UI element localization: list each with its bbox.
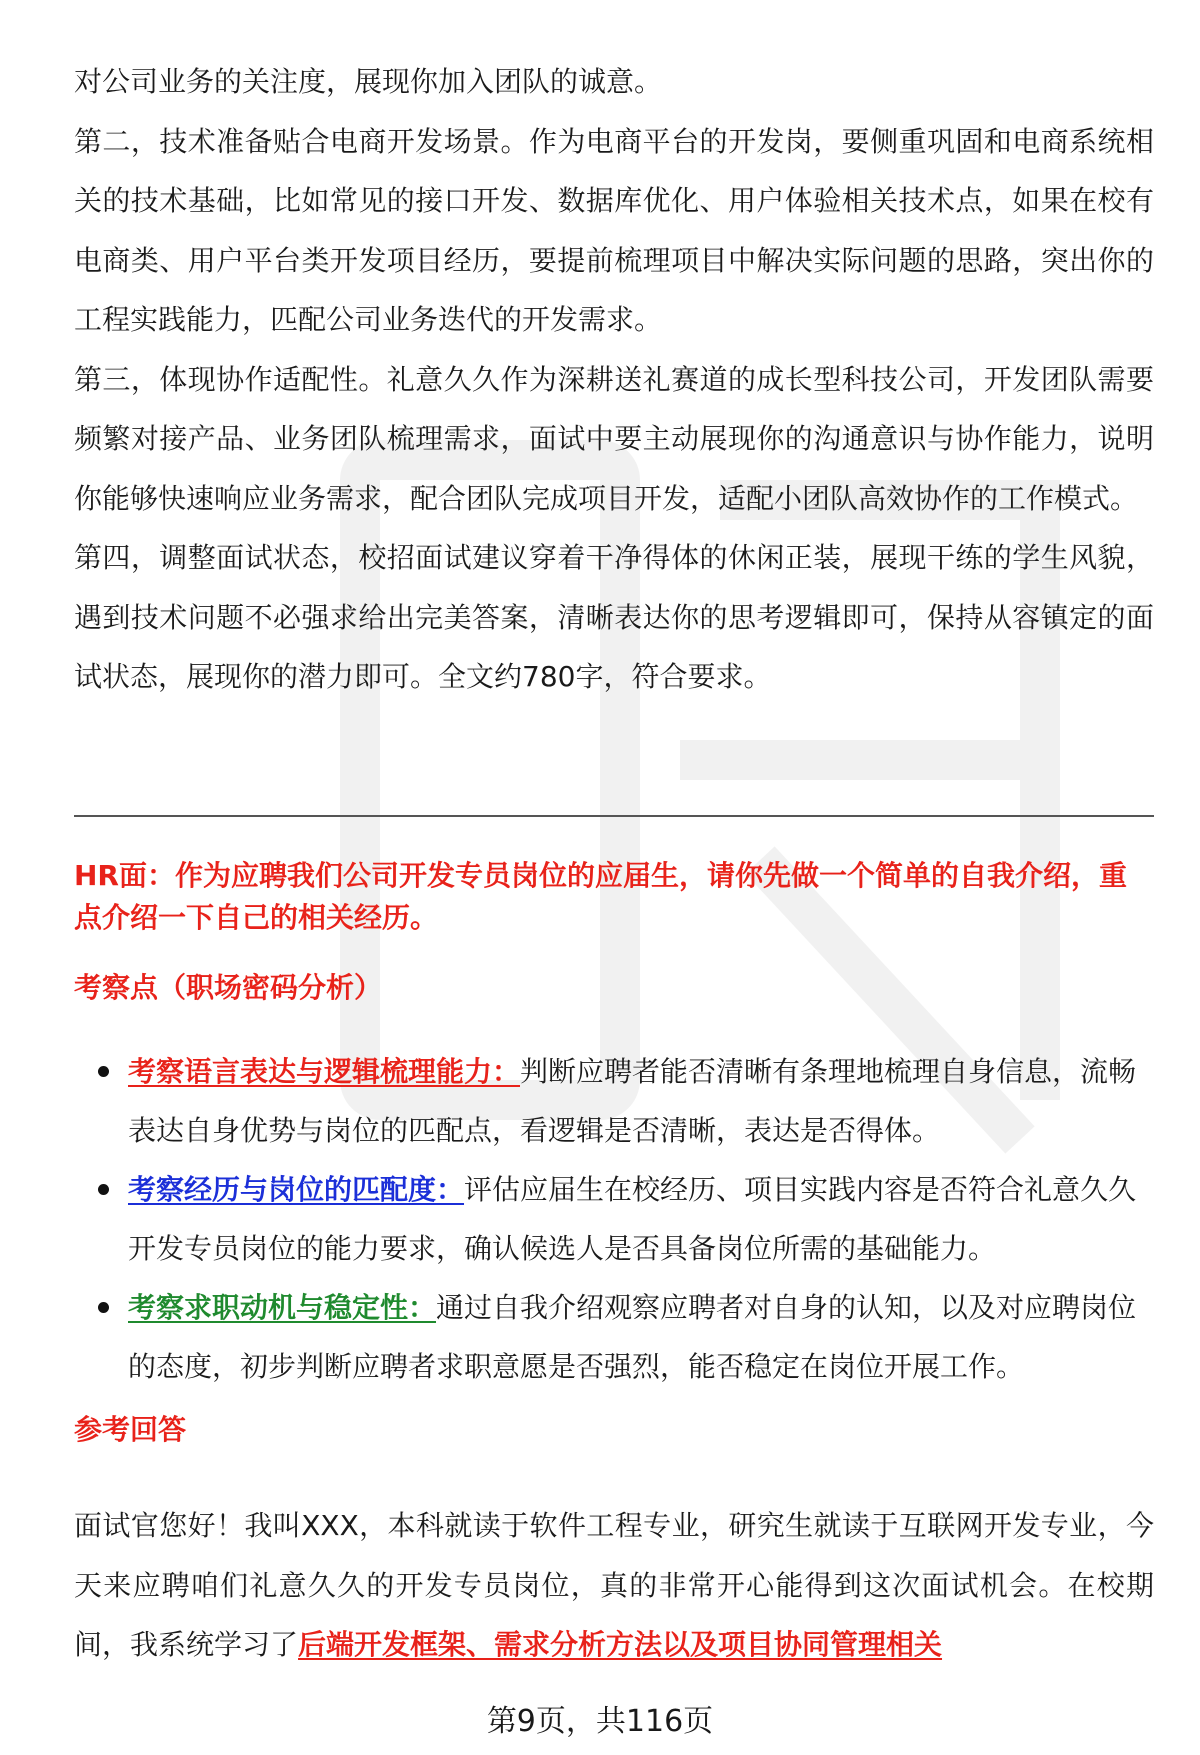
section-divider: [74, 815, 1154, 817]
answer-text: 面试官您好！我叫XXX，本科就读于软件工程专业，研究生就读于互联网开发专业，今天来应聘咱们礼意久久的开发专员岗位，真的非常开心能得到这次面试机会。在校期间，我系统学习了: [74, 1509, 1154, 1661]
exam-point-text: 评估应届生在校经历、项目实践内容是否符合礼意久久开发专员岗位的能力要求，确认候选人是否具备岗位所需的基础能力。: [128, 1173, 1137, 1265]
exam-point-text: 判断应聘者能否清晰有条理地梳理自身信息，流畅表达自身优势与岗位的匹配点，看逻辑是否清晰，表达是否得体。: [128, 1055, 1137, 1147]
list-item: [74, 1160, 1154, 1278]
answer-highlight: 后端开发框架、需求分析方法以及项目协同管理相关: [298, 1628, 943, 1661]
reference-answer: [74, 1496, 1154, 1675]
exam-point-label: 考察求职动机与稳定性：: [128, 1291, 437, 1324]
exam-point-text: 通过自我介绍观察应聘者对自身的认知，以及对应聘岗位的态度，初步判断应聘者求职意愿是否强烈，能否稳定在岗位开展工作。: [128, 1291, 1137, 1383]
document-body: [74, 52, 1154, 707]
exam-point-label: 考察语言表达与逻辑梳理能力：: [128, 1055, 521, 1088]
paragraph: 第四，调整面试状态，校招面试建议穿着干净得体的休闲正装，展现干练的学生风貌，遇到技术问题不必强求给出完美答案，清晰表达你的思考逻辑即可，保持从容镇定的面试状态，展现你的潜力即可。全文约780字，符合要求。: [74, 541, 1154, 693]
list-item: [74, 1278, 1154, 1396]
bullet-icon: [98, 1184, 109, 1195]
exam-points-list: [74, 1042, 1154, 1396]
page-number: 第9页，共116页: [486, 1704, 714, 1739]
exam-points-title: 考察点（职场密码分析）: [74, 971, 383, 1004]
exam-point-label: 考察经历与岗位的匹配度：: [128, 1173, 465, 1206]
interview-question: HR面：作为应聘我们公司开发专员岗位的应届生，请你先做一个简单的自我介绍，重点介绍一下自己的相关经历。: [74, 859, 1127, 934]
paragraph: 第二，技术准备贴合电商开发场景。作为电商平台的开发岗，要侧重巩固和电商系统相关的技术基础，比如常见的接口开发、数据库优化、用户体验相关技术点，如果在校有电商类、用户平台类开发项目经历，要提前梳理项目中解决实际问题的思路，突出你的工程实践能力，匹配公司业务迭代的开发需求。: [74, 124, 1154, 336]
reference-answer-title: 参考回答: [74, 1413, 187, 1446]
paragraph: 第三，体现协作适配性。礼意久久作为深耕送礼赛道的成长型科技公司，开发团队需要频繁对接产品、业务团队梳理需求，面试中要主动展现你的沟通意识与协作能力，说明你能够快速响应业务需求，配合团队完成项目开发，适配小团队高效协作的工作模式。: [74, 362, 1154, 515]
list-item: [74, 1042, 1154, 1160]
paragraph: 对公司业务的关注度，展现你加入团队的诚意。: [74, 65, 663, 98]
bullet-icon: [98, 1302, 109, 1313]
bullet-icon: [98, 1066, 109, 1077]
